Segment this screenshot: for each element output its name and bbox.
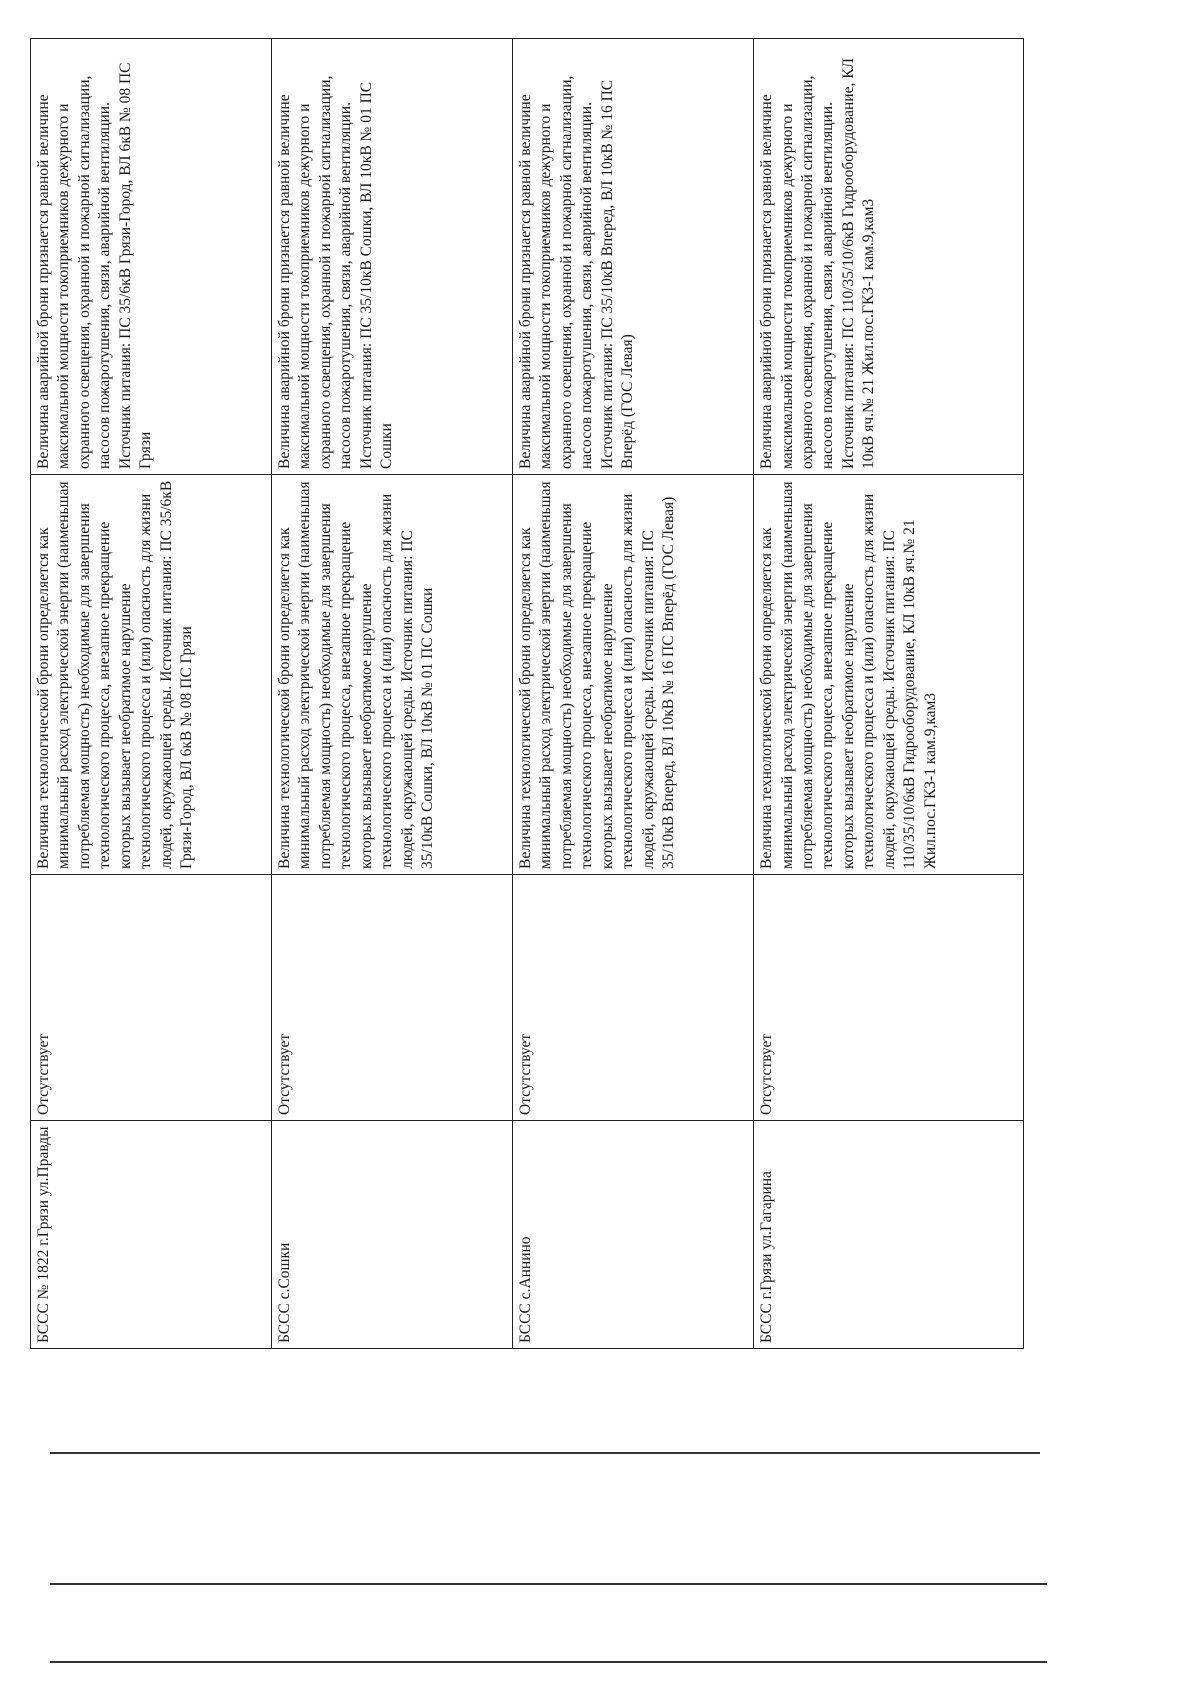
reserve-cell: Отсутствует [754, 875, 1024, 1121]
reserve-cell: Отсутствует [513, 875, 754, 1121]
object-cell: БССС № 1822 г.Грязи ул.Правды [31, 1121, 272, 1349]
technological-reserve-cell: Величина технологической брони определяется как минимальный расход электрической энергии (наименьшая потребляемая мощность) необходимые для завершения технологического процесса, внезапное прекращение которых вызывает необратимое нарушение технологического процесса и (или) опасность для жизни людей, окружающей среды. Источник питания: ПС 35/6кВ Грязи-Город, ВЛ 6кВ № 08 ПС Грязи [31, 475, 272, 875]
table-row [272, 39, 513, 1349]
technological-reserve-cell: Величина технологической брони определяется как минимальный расход электрической энергии (наименьшая потребляемая мощность) необходимые для завершения технологического процесса, внезапное прекращение которых вызывает необратимое нарушение технологического процесса и (или) опасность для жизни людей, окружающей среды. Источник питания: ПС 35/10кВ Сошки, ВЛ 10кВ № 01 ПС Сошки [272, 475, 513, 875]
technological-reserve-cell: Величина технологической брони определяется как минимальный расход электрической энергии (наименьшая потребляемая мощность) необходимые для завершения технологического процесса, внезапное прекращение которых вызывает необратимое нарушение технологического процесса и (или) опасность для жизни людей, окружающей среды. Источник питания: ПС 110/35/10/6кВ Гидрооборудование, КЛ 10кВ яч.№ 21 Жил.пос.ГКЗ-1 кам.9,кам3 [754, 475, 1024, 875]
emergency-reserve-cell: Величина аварийной брони признается равной величине максимальной мощности токоприемников дежурного и охранного освещения, охранной и пожарной сигнализации, насосов пожаротушения, связи, аварийной вентиляции. Источник питания: ПС 35/10кВ Вперед, ВЛ 10кВ № 16 ПС Вперёд (ГОС Левая) [513, 39, 754, 475]
object-cell: БССС с.Сошки [272, 1121, 513, 1349]
emergency-reserve-cell: Величина аварийной брони признается равной величине максимальной мощности токоприемников дежурного и охранного освещения, охранной и пожарной сигнализации, насосов пожаротушения, связи, аварийной вентиляции. Источник питания: ПС 35/10кВ Сошки, ВЛ 10кВ № 01 ПС Сошки [272, 39, 513, 475]
reserve-cell: Отсутствует [272, 875, 513, 1121]
signature-line [50, 1583, 1047, 1585]
object-cell: БССС с.Аннино [513, 1121, 754, 1349]
table-row [754, 39, 1024, 1349]
technological-reserve-cell: Величина технологической брони определяется как минимальный расход электрической энергии (наименьшая потребляемая мощность) необходимые для завершения технологического процесса, внезапное прекращение которых вызывает необратимое нарушение технологического процесса и (или) опасность для жизни людей, окружающей среды. Источник питания: ПС 35/10кВ Вперед, ВЛ 10кВ № 16 ПС Вперёд (ГОС Левая) [513, 475, 754, 875]
object-cell: БССС г.Грязи ул.Гагарина [754, 1121, 1024, 1349]
table-row [513, 39, 754, 1349]
rotated-table-wrapper [30, 39, 1024, 1349]
emergency-reserve-cell: Величина аварийной брони признается равной величине максимальной мощности токоприемников дежурного и охранного освещения, охранной и пожарной сигнализации, насосов пожаротушения, связи, аварийной вентиляции. Источник питания: ПС 110/35/10/6кВ Гидрооборудование, КЛ 10кВ яч.№ 21 Жил.пос.ГКЗ-1 кам.9,кам3 [754, 39, 1024, 475]
table-row [31, 39, 272, 1349]
signature-line [50, 1661, 1047, 1663]
reserve-cell: Отсутствует [31, 875, 272, 1121]
power-reserve-table [30, 38, 1024, 1349]
emergency-reserve-cell: Величина аварийной брони признается равной величине максимальной мощности токоприемников дежурного и охранного освещения, охранной и пожарной сигнализации, насосов пожаротушения, связи, аварийной вентиляции. Источник питания: ПС 35/6кВ Грязи-Город, ВЛ 6кВ № 08 ПС Грязи [31, 39, 272, 475]
signature-line [50, 1452, 1040, 1454]
